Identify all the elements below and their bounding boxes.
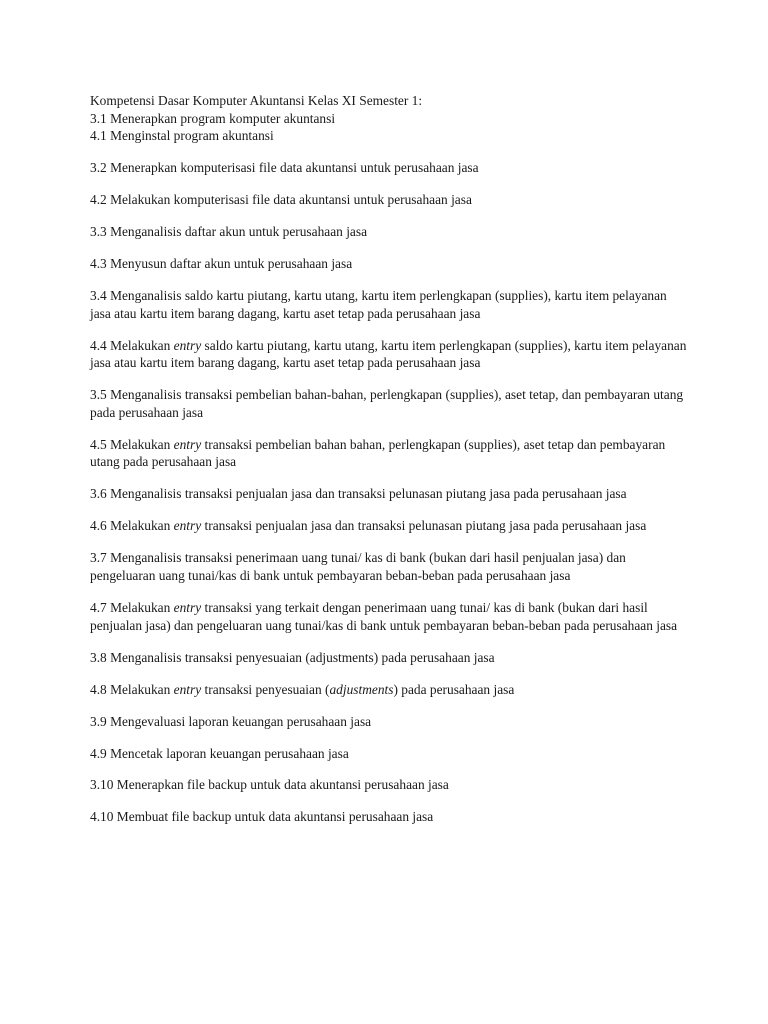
competency-item (90, 386, 690, 421)
text-run: 4.8 Melakukan (90, 681, 174, 697)
document-body (90, 92, 690, 840)
header-block (90, 92, 690, 145)
text-run: ) pada perusahaan jasa (393, 681, 515, 697)
competency-item (90, 485, 690, 503)
text-run: 4.9 Mencetak laporan keuangan perusahaan jasa (90, 745, 349, 761)
text-run: 4.10 Membuat file backup untuk data akuntansi perusahaan jasa (90, 809, 434, 825)
competency-item (90, 808, 690, 826)
competency-item (90, 599, 690, 634)
competency-item (90, 681, 690, 699)
italic-term: entry (173, 681, 202, 697)
italic-term: entry (173, 518, 202, 534)
text-run: transaksi pembelian bahan bahan, perlengkapan (supplies), aset tetap dan pembayaran utang pada perusahaan jasa (90, 436, 666, 470)
competency-list (90, 159, 690, 826)
text-run: 4.3 Menyusun daftar akun untuk perusahaan jasa (90, 256, 353, 272)
text-run: 4.4 Melakukan (90, 337, 174, 353)
competency-item (90, 649, 690, 667)
competency-4-1: 4.1 Menginstal program akuntansi (90, 128, 274, 144)
text-run: transaksi penjualan jasa dan transaksi pelunasan piutang jasa pada perusahaan jasa (201, 518, 647, 534)
text-run: saldo kartu piutang, kartu utang, kartu item perlengkapan (supplies), kartu item pelayanan jasa atau kartu item barang dagang, kartu aset tetap pada perusahaan jasa (90, 337, 687, 371)
competency-item (90, 287, 690, 322)
competency-item (90, 745, 690, 763)
text-run: 3.2 Menerapkan komputerisasi file data akuntansi untuk perusahaan jasa (90, 160, 479, 176)
document-title: Kompetensi Dasar Komputer Akuntansi Kelas XI Semester 1: (90, 93, 423, 108)
italic-term: adjustments (329, 681, 394, 697)
text-run: 4.5 Melakukan (90, 436, 174, 452)
competency-item (90, 159, 690, 177)
competency-item (90, 191, 690, 209)
competency-item (90, 776, 690, 794)
competency-item (90, 223, 690, 241)
text-run: 3.3 Menganalisis daftar akun untuk perusahaan jasa (90, 224, 368, 240)
text-run: 3.8 Menganalisis transaksi penyesuaian (adjustments) pada perusahaan jasa (90, 649, 495, 665)
text-run: transaksi yang terkait dengan penerimaan uang tunai/ kas di bank (bukan dari hasil penjualan jasa) dan pengeluaran uang tunai/kas di bank untuk pembayaran beban-beban pada perusahaan jasa (90, 599, 678, 633)
text-run: 3.6 Menganalisis transaksi penjualan jasa dan transaksi pelunasan piutang jasa pada perusahaan jasa (90, 486, 627, 502)
text-run: 4.2 Melakukan komputerisasi file data akuntansi untuk perusahaan jasa (90, 192, 472, 208)
text-run: 3.4 Menganalisis saldo kartu piutang, kartu utang, kartu item perlengkapan (supplies), kartu item pelayanan jasa atau kartu item barang dagang, kartu aset tetap pada perusahaan jasa (90, 288, 667, 321)
competency-item (90, 713, 690, 731)
competency-item (90, 517, 690, 535)
text-run: 4.6 Melakukan (90, 518, 174, 534)
competency-item (90, 549, 690, 584)
competency-item (90, 436, 690, 471)
competency-item (90, 255, 690, 273)
italic-term: entry (173, 436, 202, 452)
text-run: 3.5 Menganalisis transaksi pembelian bahan-bahan, perlengkapan (supplies), aset tetap, dan pembayaran utang pada perusahaan jasa (90, 387, 684, 420)
competency-item (90, 337, 690, 372)
text-run: 4.7 Melakukan (90, 599, 174, 615)
competency-3-1: 3.1 Menerapkan program komputer akuntansi (90, 110, 336, 126)
italic-term: entry (173, 337, 202, 353)
text-run: 3.10 Menerapkan file backup untuk data akuntansi perusahaan jasa (90, 777, 449, 793)
text-run: transaksi penyesuaian ( (201, 681, 330, 697)
text-run: 3.7 Menganalisis transaksi penerimaan uang tunai/ kas di bank (bukan dari hasil penjualan jasa) dan pengeluaran uang tunai/kas di bank untuk pembayaran beban-beban pada perusahaan jasa (90, 550, 626, 583)
text-run: 3.9 Mengevaluasi laporan keuangan perusahaan jasa (90, 713, 372, 729)
italic-term: entry (173, 599, 202, 615)
